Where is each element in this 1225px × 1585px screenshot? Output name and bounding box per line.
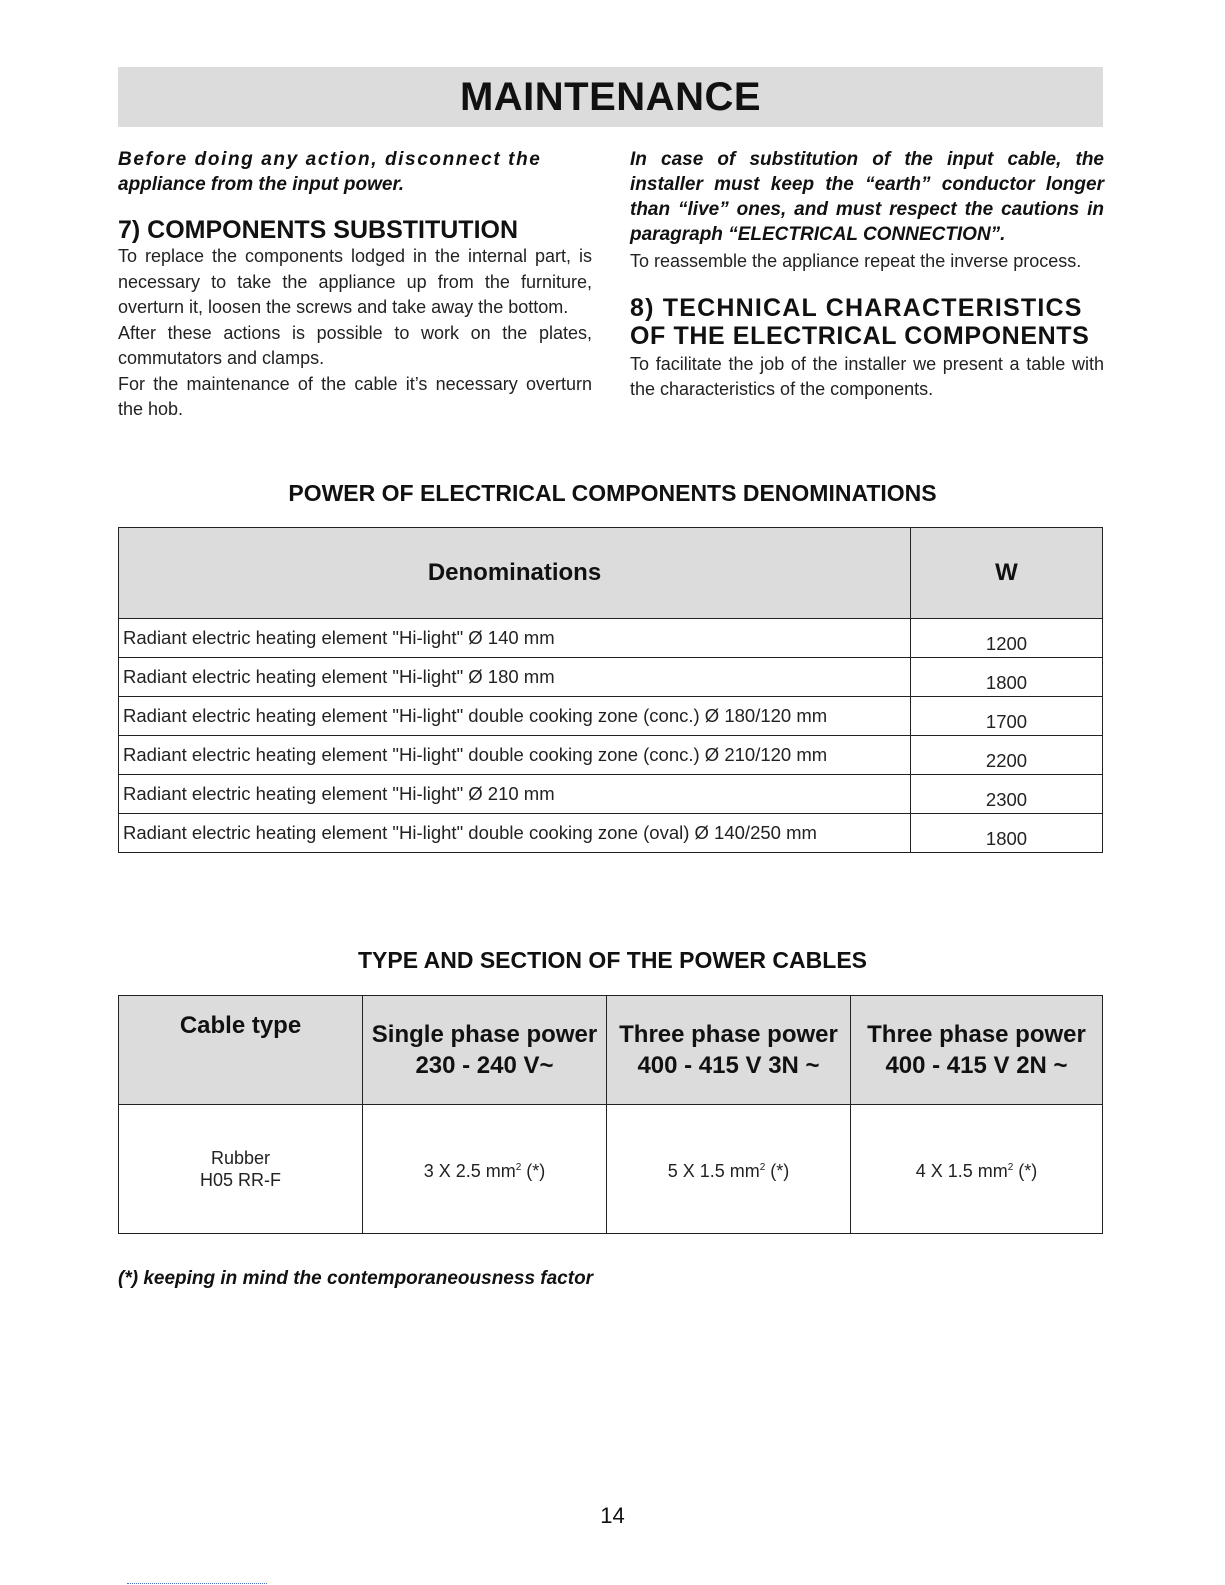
single-phase-header: [363, 996, 607, 1105]
table-row: [119, 619, 1103, 658]
watts-header: W: [911, 528, 1103, 619]
table-row: [119, 775, 1103, 814]
watts-cell: 1200: [911, 619, 1103, 658]
watts-cell: 2300: [911, 775, 1103, 814]
three-phase-2n-header-line2: 400 - 415 V 2N ~: [885, 1052, 1068, 1079]
denomination-cell: Radiant electric heating element "Hi-light" Ø 140 mm: [119, 619, 911, 658]
page-title: MAINTENANCE: [459, 74, 762, 119]
cable-table: [118, 995, 1103, 1234]
components-substitution-heading: 7) COMPONENTS SUBSTITUTION: [118, 216, 519, 244]
section-exponent: 2: [759, 1161, 766, 1173]
three-phase-2n-header: [851, 996, 1103, 1105]
power-table-title: POWER OF ELECTRICAL COMPONENTS DENOMINATIONS: [288, 480, 937, 506]
section-exponent: 2: [1007, 1161, 1014, 1173]
section-value: 3 X 2.5 mm: [423, 1160, 516, 1181]
section-note-mark: (*): [765, 1160, 790, 1181]
footnote: (*) keeping in mind the contemporaneousness factor: [118, 1268, 594, 1289]
section-value: 5 X 1.5 mm: [667, 1160, 760, 1181]
three-phase-3n-header-line1: Three phase power: [619, 1021, 838, 1048]
watts-cell: 1800: [911, 814, 1103, 853]
three-phase-2n-header-line1: Three phase power: [867, 1021, 1086, 1048]
single-phase-header-line1: Single phase power: [371, 1021, 598, 1048]
cable-type-header: [119, 996, 363, 1105]
single-phase-header-line2: 230 - 240 V~: [415, 1052, 554, 1079]
denomination-cell: Radiant electric heating element "Hi-light" double cooking zone (oval) Ø 140/250 mm: [119, 814, 911, 853]
watts-cell: 2200: [911, 736, 1103, 775]
denomination-cell: Radiant electric heating element "Hi-light" Ø 210 mm: [119, 775, 911, 814]
right-column: [630, 147, 1104, 403]
section-value: 4 X 1.5 mm: [915, 1160, 1008, 1181]
denomination-cell: Radiant electric heating element "Hi-light" double cooking zone (conc.) Ø 180/120 mm: [119, 697, 911, 736]
cable-table-title: TYPE AND SECTION OF THE POWER CABLES: [357, 947, 867, 973]
section-exponent: 2: [515, 1161, 522, 1173]
cable-type-cell: [119, 1105, 363, 1234]
cable-maintenance-paragraph: For the maintenance of the cable it’s necessary overturn the hob.: [118, 373, 592, 419]
scan-edge-mark: [127, 1583, 267, 1584]
three-phase-3n-header: [607, 996, 851, 1105]
technical-heading-line1: 8) TECHNICAL CHARACTERISTICS: [630, 293, 1083, 322]
after-actions-paragraph: After these actions is possible to work on the plates, commutators and clamps.: [118, 322, 592, 368]
technical-heading-line2: OF THE ELECTRICAL COMPONENTS: [630, 321, 1090, 350]
watts-cell: 1700: [911, 697, 1103, 736]
cable-code: H05 RR-F: [199, 1170, 281, 1190]
facilitate-paragraph: To facilitate the job of the installer we present a table with the characteristics of the components.: [630, 353, 1104, 399]
table-row: [119, 814, 1103, 853]
substitution-paragraph: To replace the components lodged in the internal part, is necessary to take the appliance up from the furniture, overturn it, loosen the screws and take away the bottom.: [118, 246, 592, 317]
three-phase-3n-header-line2: 400 - 415 V 3N ~: [637, 1052, 820, 1079]
left-column: [118, 147, 592, 423]
table-row: [119, 736, 1103, 775]
three-phase-2n-section-cell: [851, 1105, 1103, 1234]
cable-material: Rubber: [210, 1148, 271, 1168]
single-phase-section-cell: [363, 1105, 607, 1234]
power-table-header-row: [119, 528, 1103, 619]
page-title-banner: [118, 67, 1103, 127]
table-row: [119, 658, 1103, 697]
disconnect-warning-line1: Before doing any action, disconnect the: [118, 149, 542, 170]
page-number: 14: [600, 1503, 625, 1528]
cable-substitution-warning: In case of substitution of the input cable, the installer must keep the “earth” conductor longer than “live” ones, and must respect the cautions in paragraph “ELECTRICAL CONNECTION”.: [630, 149, 1104, 245]
disconnect-warning-line2: appliance from the input power.: [118, 174, 405, 195]
table-row: [119, 1105, 1103, 1234]
section-note-mark: (*): [521, 1160, 546, 1181]
denomination-cell: Radiant electric heating element "Hi-light" Ø 180 mm: [119, 658, 911, 697]
watts-cell: 1800: [911, 658, 1103, 697]
denomination-cell: Radiant electric heating element "Hi-light" double cooking zone (conc.) Ø 210/120 mm: [119, 736, 911, 775]
cable-table-header-row: [119, 996, 1103, 1105]
reassemble-paragraph: To reassemble the appliance repeat the inverse process.: [630, 251, 1082, 271]
denominations-header: Denominations: [119, 528, 911, 619]
three-phase-3n-section-cell: [607, 1105, 851, 1234]
cable-type-header-label: Cable type: [179, 1012, 302, 1039]
section-note-mark: (*): [1013, 1160, 1038, 1181]
power-table: [118, 527, 1103, 853]
table-row: [119, 697, 1103, 736]
technical-characteristics-heading: [630, 294, 1104, 350]
